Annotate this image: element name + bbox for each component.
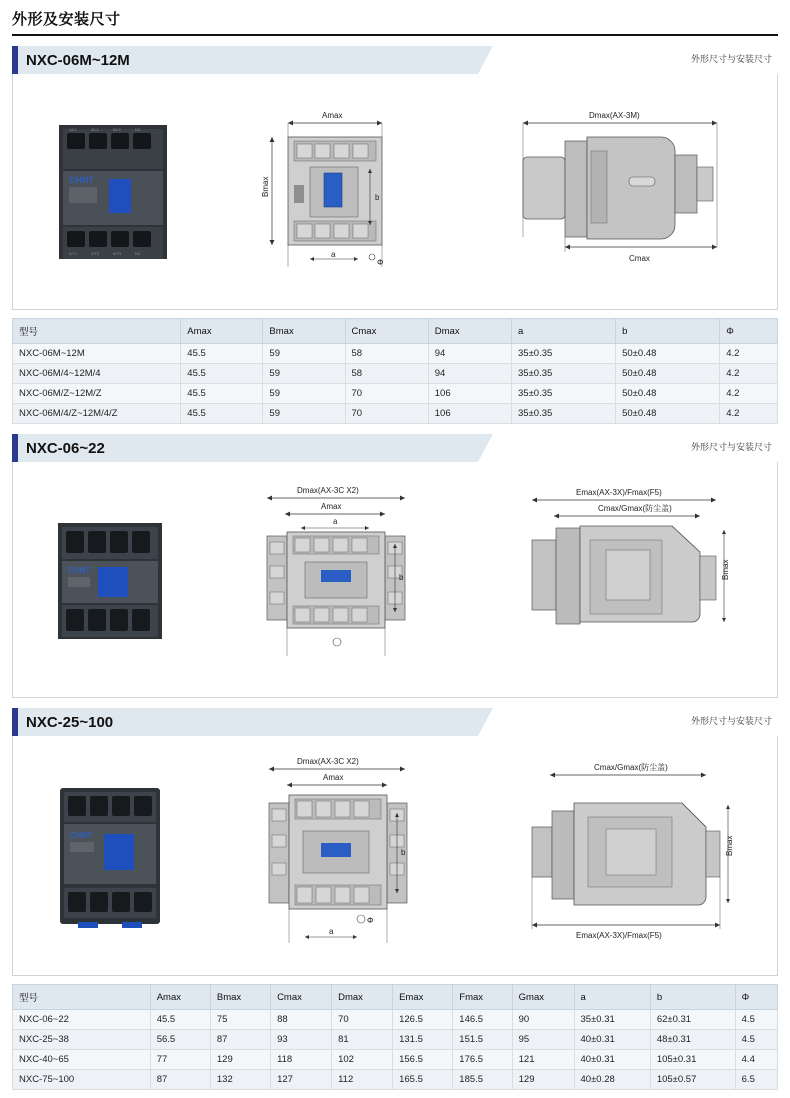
cell-dmax: 70	[332, 1010, 393, 1030]
cell-a: 35±0.35	[512, 344, 616, 364]
table-row	[13, 1050, 778, 1070]
cell-bmax: 129	[210, 1050, 270, 1070]
cell-cmax: 58	[345, 364, 428, 384]
svg-text:Bmax: Bmax	[724, 835, 734, 856]
section-title: NXC-25~100	[26, 713, 114, 731]
cell-bmax: 59	[263, 404, 345, 424]
cell-model: NXC-06~22	[13, 1010, 151, 1030]
cell-dmax: 112	[332, 1070, 393, 1090]
th-bmax: Bmax	[263, 319, 345, 344]
table-row	[13, 1030, 778, 1050]
table-row	[13, 364, 778, 384]
cell-b: 50±0.48	[616, 384, 720, 404]
cell-dmax: 106	[428, 404, 511, 424]
svg-text:a: a	[330, 249, 336, 259]
figure-panel-3	[12, 736, 778, 976]
cell-b: 50±0.48	[616, 364, 720, 384]
section-note: 外形尺寸与安装尺寸	[690, 716, 772, 726]
svg-text:CHNT: CHNT	[68, 565, 91, 575]
cell-fmax: 185.5	[453, 1070, 512, 1090]
cell-emax: 156.5	[393, 1050, 453, 1070]
svg-text:3/L2: 3/L2	[90, 126, 99, 132]
cell-model: NXC-06M/Z~12M/Z	[13, 384, 181, 404]
svg-text:Dmax(AX-3M): Dmax(AX-3M)	[589, 110, 640, 120]
cell-amax: 56.5	[150, 1030, 210, 1050]
cell-gmax: 129	[512, 1070, 574, 1090]
svg-text:b: b	[400, 847, 406, 857]
cell-fmax: 151.5	[453, 1030, 512, 1050]
cell-emax: 131.5	[393, 1030, 453, 1050]
svg-text:Amax: Amax	[320, 501, 342, 511]
cell-bmax: 59	[263, 384, 345, 404]
svg-text:Amax: Amax	[322, 772, 344, 782]
cell-a: 35±0.35	[512, 404, 616, 424]
cell-a: 35±0.35	[512, 384, 616, 404]
table-row	[13, 1070, 778, 1090]
cell-amax: 45.5	[181, 364, 263, 384]
cell-phi: 4.4	[735, 1050, 777, 1070]
cell-a: 35±0.35	[512, 364, 616, 384]
cell-model: NXC-06M/4/Z~12M/4/Z	[13, 404, 181, 424]
cell-phi: 4.2	[720, 384, 778, 404]
th-cmax: Cmax	[271, 985, 332, 1010]
figure-panel-1	[12, 74, 778, 310]
front-dimension-drawing-1	[250, 97, 430, 287]
cell-phi: 4.2	[720, 404, 778, 424]
th-phi: Φ	[735, 985, 777, 1010]
cell-b: 50±0.48	[616, 404, 720, 424]
svg-text:Cmax/Gmax(防尘盖): Cmax/Gmax(防尘盖)	[597, 503, 672, 513]
cell-a: 40±0.28	[574, 1070, 650, 1090]
cell-phi: 4.5	[735, 1030, 777, 1050]
th-emax: Emax	[393, 985, 453, 1010]
cell-b: 48±0.31	[650, 1030, 735, 1050]
front-dimension-drawing-3	[245, 751, 435, 961]
svg-text:Amax: Amax	[321, 110, 343, 120]
cell-phi: 4.2	[720, 364, 778, 384]
th-gmax: Gmax	[512, 985, 574, 1010]
cell-amax: 77	[150, 1050, 210, 1070]
section-band	[12, 434, 778, 462]
cell-phi: 4.5	[735, 1010, 777, 1030]
product-photo-1	[49, 117, 179, 267]
section-note: 外形尺寸与安装尺寸	[690, 442, 772, 452]
title-divider	[12, 34, 778, 36]
side-dimension-drawing-1	[501, 97, 741, 287]
svg-text:b: b	[398, 572, 404, 582]
table-row	[13, 404, 778, 424]
svg-text:Cmax: Cmax	[629, 253, 651, 263]
svg-text:Emax(AX-3X)/Fmax(F5): Emax(AX-3X)/Fmax(F5)	[575, 487, 662, 497]
cell-cmax: 70	[345, 404, 428, 424]
th-phi: Φ	[720, 319, 778, 344]
product-photo-2	[50, 505, 170, 655]
cell-b: 105±0.31	[650, 1050, 735, 1070]
cell-fmax: 176.5	[453, 1050, 512, 1070]
side-dimension-drawing-3	[510, 751, 740, 961]
th-dmax: Dmax	[428, 319, 511, 344]
cell-amax: 87	[150, 1070, 210, 1090]
cell-bmax: 87	[210, 1030, 270, 1050]
cell-cmax: 93	[271, 1030, 332, 1050]
section-band	[12, 708, 778, 736]
svg-text:Emax(AX-3X)/Fmax(F5): Emax(AX-3X)/Fmax(F5)	[575, 930, 662, 940]
table-header-row	[13, 319, 778, 344]
th-amax: Amax	[181, 319, 263, 344]
svg-text:Cmax/Gmax(防尘盖): Cmax/Gmax(防尘盖)	[593, 762, 668, 772]
table-row	[13, 384, 778, 404]
th-bmax: Bmax	[210, 985, 270, 1010]
cell-amax: 45.5	[181, 404, 263, 424]
cell-emax: 165.5	[393, 1070, 453, 1090]
cell-bmax: 75	[210, 1010, 270, 1030]
svg-text:Bmax: Bmax	[720, 559, 730, 580]
cell-model: NXC-75~100	[13, 1070, 151, 1090]
svg-text:NC: NC	[134, 250, 141, 256]
svg-text:5/L3: 5/L3	[112, 126, 121, 132]
svg-text:b: b	[374, 192, 380, 202]
cell-phi: 6.5	[735, 1070, 777, 1090]
cell-gmax: 121	[512, 1050, 574, 1070]
svg-text:Φ: Φ	[366, 915, 374, 925]
cell-dmax: 94	[428, 364, 511, 384]
table-header-row	[13, 985, 778, 1010]
svg-text:CHNT: CHNT	[68, 174, 94, 185]
page-title: 外形及安装尺寸	[12, 11, 121, 28]
cell-dmax: 102	[332, 1050, 393, 1070]
section-nxc-25-100	[12, 708, 778, 1090]
section-title: NXC-06~22	[26, 439, 105, 457]
svg-text:6/T3: 6/T3	[112, 250, 121, 256]
cell-b: 50±0.48	[616, 344, 720, 364]
product-photo-3	[50, 776, 170, 936]
svg-text:a: a	[332, 516, 338, 526]
section-nxc-06-22	[12, 434, 778, 698]
cell-cmax: 88	[271, 1010, 332, 1030]
svg-text:a: a	[328, 926, 334, 936]
th-cmax: Cmax	[345, 319, 428, 344]
cell-cmax: 70	[345, 384, 428, 404]
cell-phi: 4.2	[720, 344, 778, 364]
cell-dmax: 106	[428, 384, 511, 404]
th-model: 型号	[13, 985, 151, 1010]
cell-cmax: 127	[271, 1070, 332, 1090]
cell-cmax: 58	[345, 344, 428, 364]
th-model: 型号	[13, 319, 181, 344]
cell-dmax: 81	[332, 1030, 393, 1050]
cell-amax: 45.5	[181, 344, 263, 364]
cell-fmax: 146.5	[453, 1010, 512, 1030]
cell-cmax: 118	[271, 1050, 332, 1070]
svg-text:NC: NC	[134, 126, 141, 132]
side-dimension-drawing-2	[510, 480, 740, 680]
figure-panel-2	[12, 462, 778, 698]
svg-text:2/T1: 2/T1	[68, 250, 77, 256]
svg-text:Bmax: Bmax	[260, 176, 270, 197]
cell-a: 40±0.31	[574, 1030, 650, 1050]
svg-text:Dmax(AX-3C X2): Dmax(AX-3C X2)	[296, 756, 359, 766]
cell-bmax: 132	[210, 1070, 270, 1090]
th-b: b	[616, 319, 720, 344]
th-fmax: Fmax	[453, 985, 512, 1010]
cell-dmax: 94	[428, 344, 511, 364]
cell-b: 105±0.57	[650, 1070, 735, 1090]
cell-emax: 126.5	[393, 1010, 453, 1030]
table-row	[13, 344, 778, 364]
cell-model: NXC-40~65	[13, 1050, 151, 1070]
cell-bmax: 59	[263, 344, 345, 364]
front-dimension-drawing-2	[245, 480, 435, 680]
cell-amax: 45.5	[150, 1010, 210, 1030]
spec-table-2	[12, 984, 778, 1090]
cell-a: 40±0.31	[574, 1050, 650, 1070]
section-band	[12, 46, 778, 74]
th-a: a	[512, 319, 616, 344]
cell-amax: 45.5	[181, 384, 263, 404]
cell-model: NXC-06M~12M	[13, 344, 181, 364]
th-a: a	[574, 985, 650, 1010]
cell-a: 35±0.31	[574, 1010, 650, 1030]
th-b: b	[650, 985, 735, 1010]
spec-table-1	[12, 318, 778, 424]
svg-text:CHNT: CHNT	[70, 830, 93, 840]
cell-model: NXC-25~38	[13, 1030, 151, 1050]
svg-text:Dmax(AX-3C X2): Dmax(AX-3C X2)	[296, 485, 359, 495]
cell-gmax: 95	[512, 1030, 574, 1050]
section-nxc-06m-12m	[12, 46, 778, 424]
cell-bmax: 59	[263, 364, 345, 384]
section-note: 外形尺寸与安装尺寸	[690, 54, 772, 64]
svg-text:Φ: Φ	[376, 257, 384, 267]
svg-text:4/T2: 4/T2	[90, 250, 99, 256]
th-dmax: Dmax	[332, 985, 393, 1010]
table-row	[13, 1010, 778, 1030]
cell-model: NXC-06M/4~12M/4	[13, 364, 181, 384]
cell-b: 62±0.31	[650, 1010, 735, 1030]
cell-gmax: 90	[512, 1010, 574, 1030]
th-amax: Amax	[150, 985, 210, 1010]
section-title: NXC-06M~12M	[26, 51, 130, 69]
svg-text:1/L1: 1/L1	[68, 126, 77, 132]
